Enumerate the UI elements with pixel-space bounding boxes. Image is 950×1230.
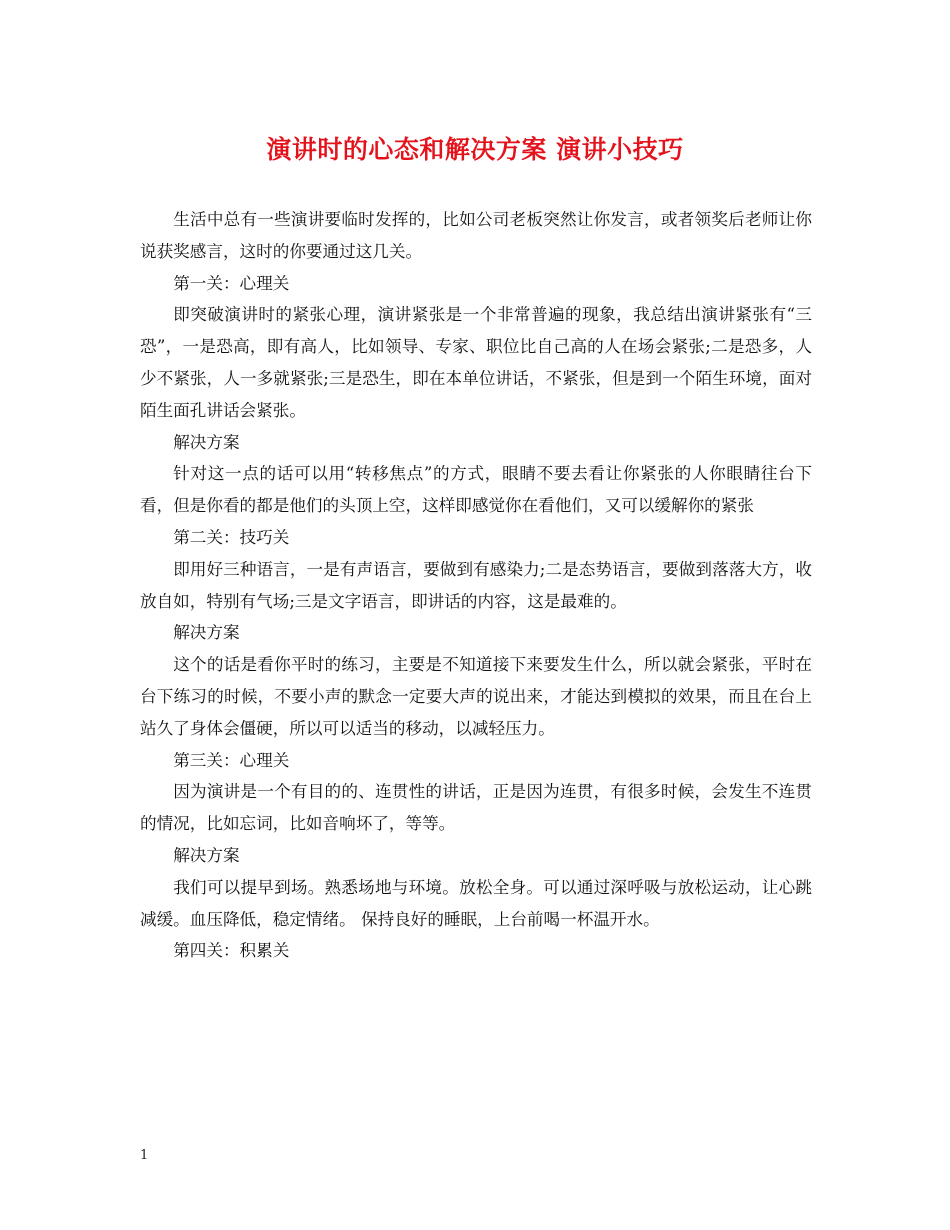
document-body bbox=[140, 204, 812, 967]
heading-solution-3: 解决方案 bbox=[173, 845, 240, 865]
paragraph-solution-1: 针对这一点的话可以用“转移焦点”的方式，眼睛不要去看让你紧张的人你眼睛往台下看，但是你看的都是他们的头顶上空，这样即感觉你在看他们，又可以缓解你的紧张 bbox=[140, 464, 812, 516]
heading-solution-1: 解决方案 bbox=[173, 432, 240, 452]
document-title: 演讲时的心态和解决方案 演讲小技巧 bbox=[266, 135, 684, 164]
heading-level-2: 第二关：技巧关 bbox=[173, 527, 290, 547]
paragraph-solution-3: 我们可以提早到场。熟悉场地与环境。放松全身。可以通过深呼吸与放松运动，让心跳减缓。血压降低，稳定情绪。 保持良好的睡眠，上台前喝一杯温开水。 bbox=[140, 877, 812, 929]
page-number: 1 bbox=[140, 1148, 149, 1163]
paragraph-intro: 生活中总有一些演讲要临时发挥的，比如公司老板突然让你发言，或者领奖后老师让你说获奖感言，这时的你要通过这几关。 bbox=[140, 210, 812, 261]
heading-level-1: 第一关：心理关 bbox=[173, 273, 290, 293]
paragraph-level-3: 因为演讲是一个有目的的、连贯性的讲话，正是因为连贯，有很多时候，会发生不连贯的情况，比如忘词，比如音响坏了，等等。 bbox=[140, 782, 812, 834]
heading-level-3: 第三关：心理关 bbox=[173, 750, 290, 770]
paragraph-level-1: 即突破演讲时的紧张心理，演讲紧张是一个非常普遍的现象，我总结出演讲紧张有“三恐”，一是恐高，即有高人，比如领导、专家、职位比自己高的人在场会紧张;二是恐多，人少不紧张，人一多就紧张;三是恐生，即在本单位讲话，不紧张，但是到一个陌生环境，面对陌生面孔讲话会紧张。 bbox=[140, 305, 812, 420]
heading-level-4: 第四关：积累关 bbox=[173, 941, 290, 961]
paragraph-level-2: 即用好三种语言，一是有声语言，要做到有感染力;二是态势语言，要做到落落大方，收放自如，特别有气场;三是文字语言，即讲话的内容，这是最难的。 bbox=[140, 559, 812, 611]
paragraph-solution-2: 这个的话是看你平时的练习，主要是不知道接下来要发生什么，所以就会紧张，平时在台下练习的时候，不要小声的默念一定要大声的说出来，才能达到模拟的效果，而且在台上站久了身体会僵硬，所以可以适当的移动，以减轻压力。 bbox=[140, 655, 812, 738]
heading-solution-2: 解决方案 bbox=[173, 623, 240, 643]
